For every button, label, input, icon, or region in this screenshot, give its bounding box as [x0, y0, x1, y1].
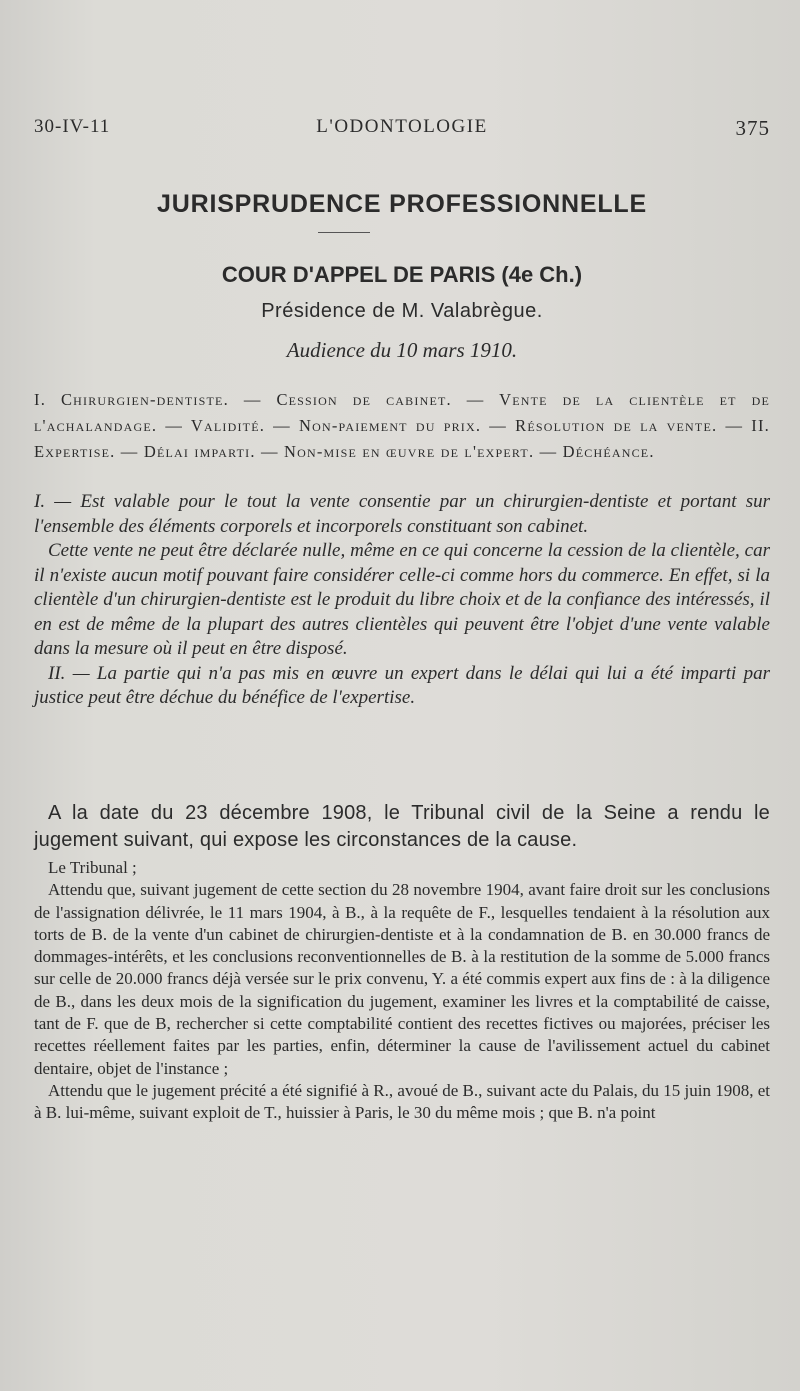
section-title: JURISPRUDENCE PROFESSIONNELLE — [157, 190, 647, 218]
court-heading: COUR D'APPEL DE PARIS (4e Ch.) — [221, 262, 583, 287]
holding-paragraph: I. — Est valable pour le tout la vente consentie par un chirurgien-dentiste et portant sur l'ensemble des éléments corporels et incorporels constituant son cabinet. — [34, 491, 770, 537]
presidency-line: Présidence de M. Valabrègue. — [261, 300, 543, 322]
case-summary: I. Chirurgien-dentiste. — Cession de cabinet. — Vente de la clientèle et de l'achalandage. — Validité. — Non-paiement du prix. — Résolution de la vente. — II. Expertise. — Délai imparti. — Non-mise en œuvre de l'expert. — Déchéance. — [34, 390, 770, 461]
hearing-date: Audience du 10 mars 1910. — [286, 338, 518, 362]
body-paragraph: Attendu que le jugement précité a été signifié à R., avoué de B., suivant acte du Palais, du 15 juin 1908, et à B. lui-même, suivant exploit de T., huissier à Paris, le 30 du même mois ; que B. n'a point — [34, 1080, 770, 1123]
title-divider — [318, 232, 370, 233]
holding-paragraph: Cette vente ne peut être déclarée nulle, même en ce qui concerne la cession de la clientèle, car il n'existe aucun motif pouvant faire considérer celle-ci comme hors du commerce. En effet, si la clientèle d'un chirurgien-dentiste est le produit du libre choix et de la confiance des intéressés, il en est de même de la plupart des autres clientèles qui peuvent être l'objet d'une vente valable dans la mesure où il peut en être disposé. — [34, 540, 770, 659]
header-date: 30-IV-11 — [34, 116, 111, 137]
body-paragraph: Attendu que, suivant jugement de cette section du 28 novembre 1904, avant faire droit sur les conclusions de l'assignation délivrée, le 11 mars 1904, à B., à la requête de F., lesquelles tendaient à la résolution aux torts de B. de la vente d'un cabinet de chirurgien-dentiste et à la condamnation de B. en 30.000 francs de dommages-intérêts, et les conclusions reconventionnelles de B. à la restitution de la somme de 5.000 francs sur celle de 20.000 francs déjà versée sur le prix convenu, Y. a été commis expert aux fins de : à la diligence de B., dans les deux mois de la signification du jugement, examiner les livres et la comptabilité de caisse, tant de F. que de B, rechercher si cette comptabilité contient des recettes fictives ou majorées, préciser les recettes réellement faites par les parties, enfin, déterminer la cause de l'avilissement actuel du cabinet dentaire, objet de l'instance ; — [34, 880, 770, 1078]
page-number: 375 — [735, 116, 770, 140]
body-paragraph: Le Tribunal ; — [48, 858, 137, 877]
holding-paragraph: II. — La partie qui n'a pas mis en œuvre un expert dans le délai qui lui a été imparti par justice peut être déchue du bénéfice de l'expertise. — [34, 662, 770, 708]
header-journal: L'ODONTOLOGIE — [316, 116, 488, 137]
intro-paragraph: A la date du 23 décembre 1908, le Tribunal civil de la Seine a rendu le jugement suivant, qui expose les circonstances de la cause. — [34, 802, 770, 851]
holdings — [34, 490, 770, 711]
judgment-body — [34, 857, 770, 1125]
